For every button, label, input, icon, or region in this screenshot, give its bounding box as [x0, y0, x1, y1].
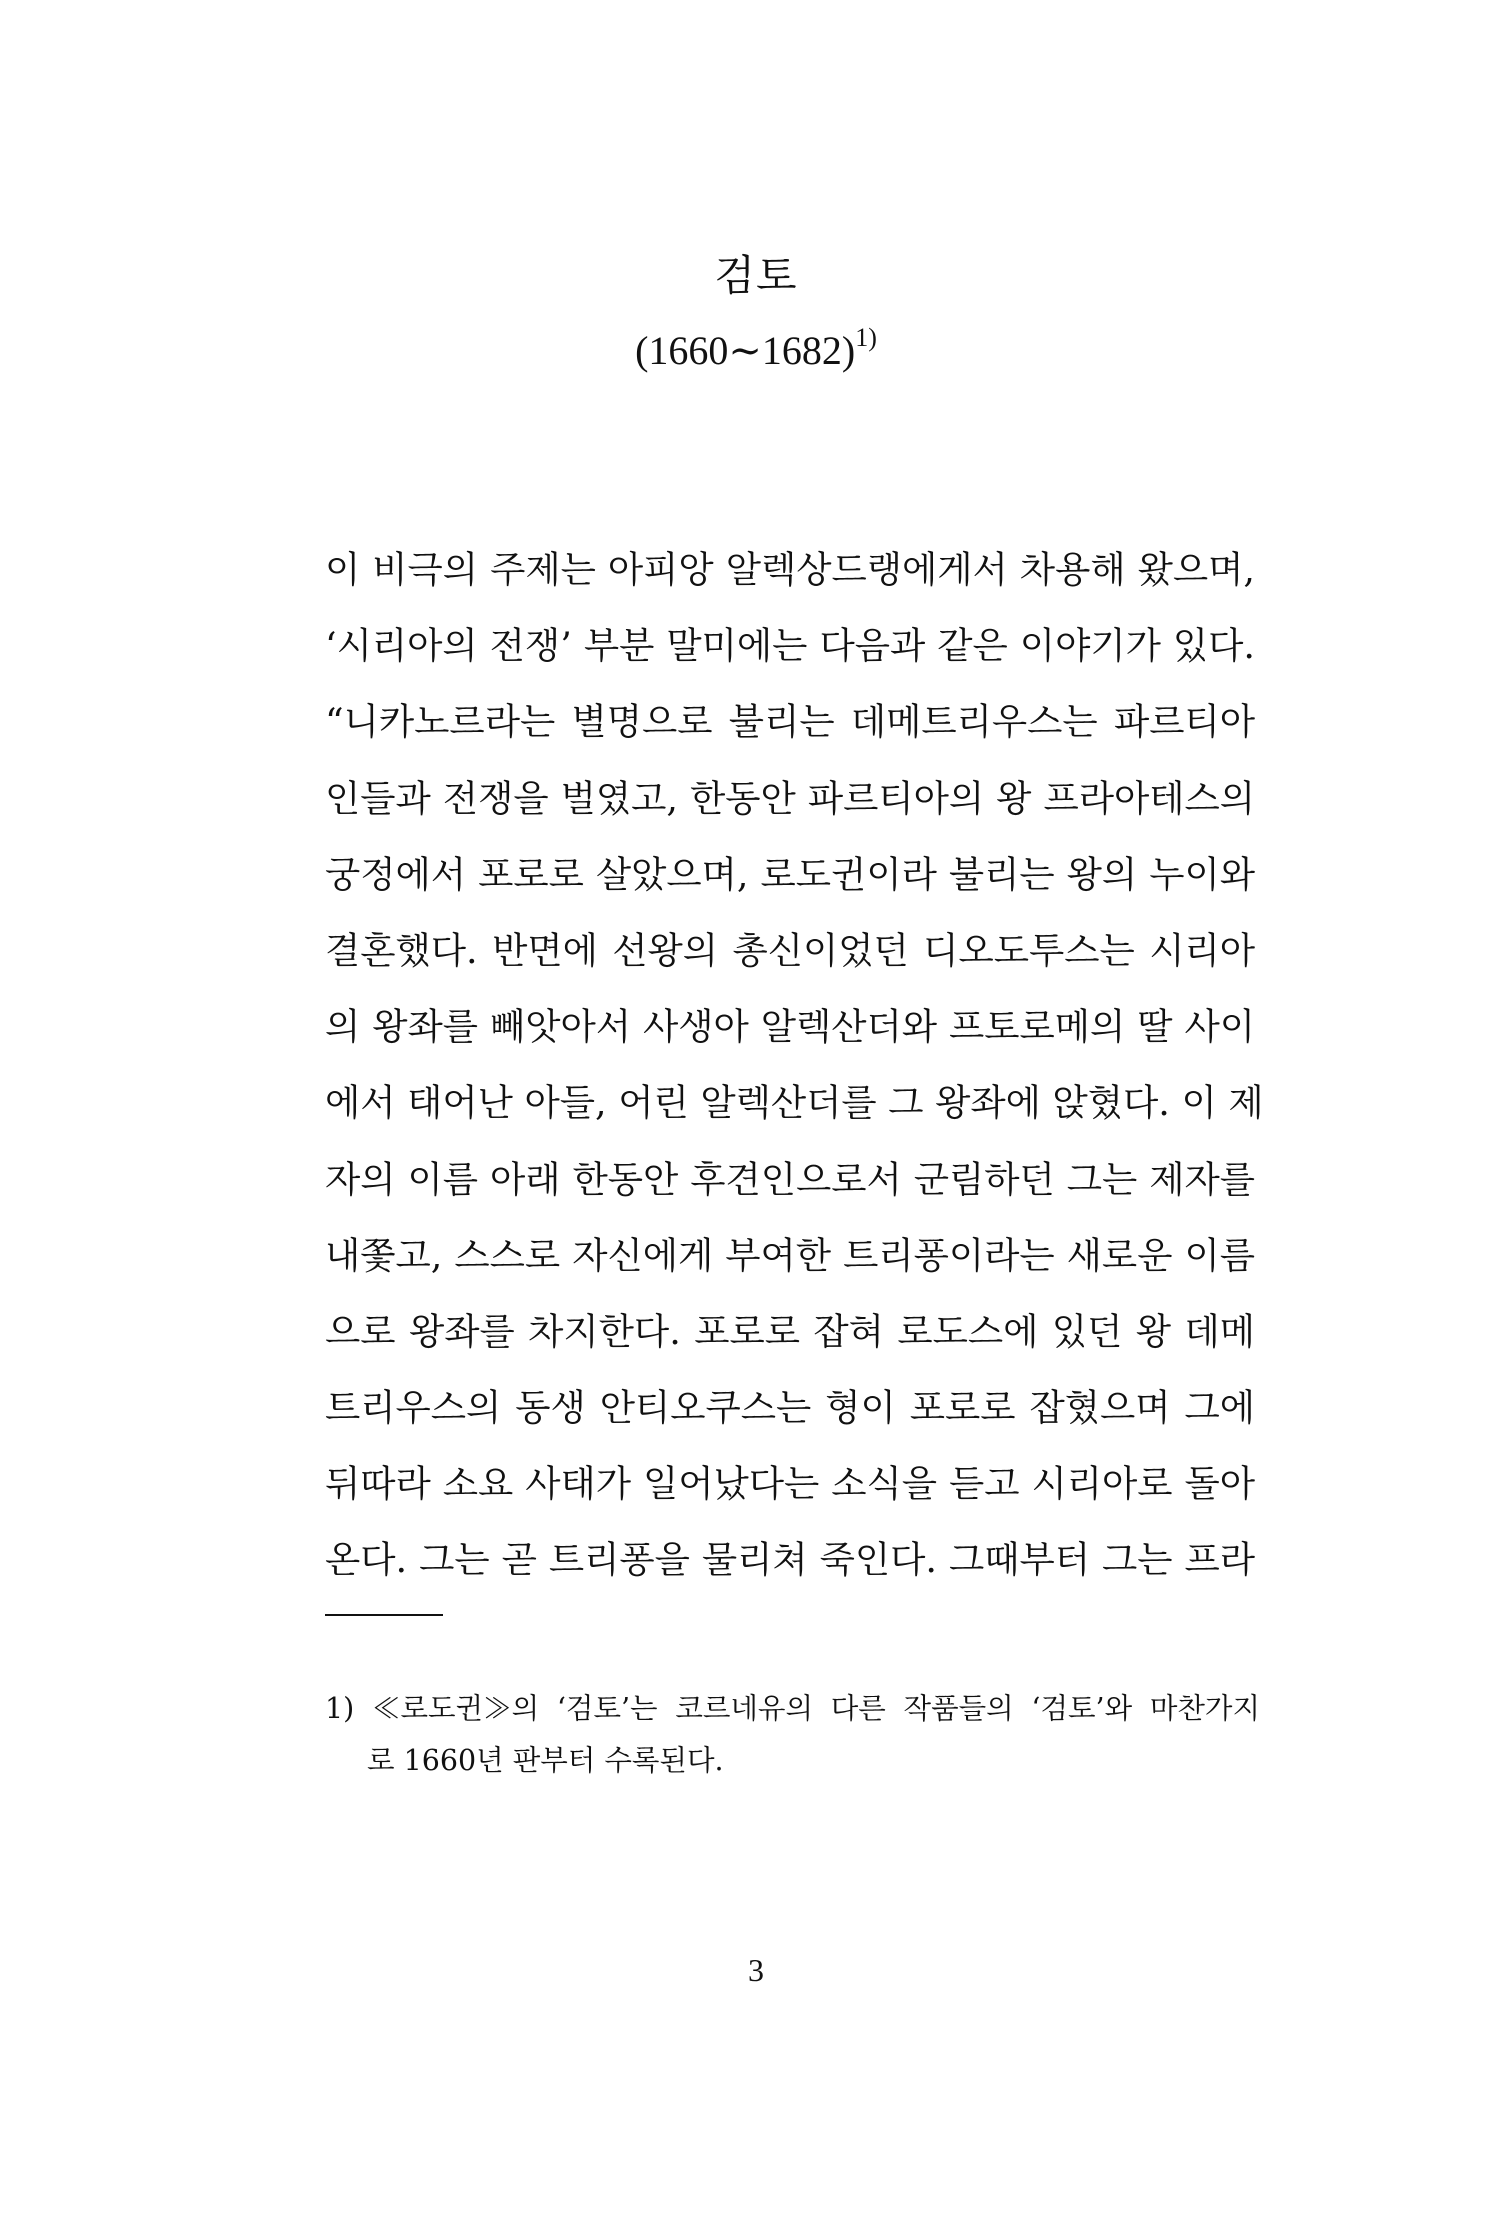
- body-line: 의 왕좌를 빼앗아서 사생아 알렉산더와 프토로메의 딸 사이: [325, 1005, 1255, 1049]
- body-line: 인들과 전쟁을 벌였고, 한동안 파르티아의 왕 프라아테스의: [325, 776, 1255, 820]
- body-line: 내쫓고, 스스로 자신에게 부여한 트리퐁이라는 새로운 이름: [325, 1233, 1255, 1277]
- page-number: 3: [748, 1952, 764, 1988]
- body-line: 트리우스의 동생 안티오쿠스는 형이 포로로 잡혔으며 그에: [325, 1386, 1255, 1430]
- body-line: 자의 이름 아래 한동안 후견인으로서 군림하던 그는 제자를: [325, 1157, 1255, 1201]
- page-title: 검토: [714, 251, 798, 300]
- footnote-line: 로 1660년 판부터 수록된다.: [367, 1744, 724, 1777]
- footnote: [325, 1683, 1260, 1787]
- footnote-line: 1) ≪로도귄≫의 ‘검토’는 코르네유의 다른 작품들의 ‘검토’와 마찬가지: [325, 1692, 1260, 1725]
- footnote-marker: 1): [855, 322, 877, 352]
- body-line: 결혼했다. 반면에 선왕의 총신이었던 디오도투스는 시리아: [325, 928, 1255, 972]
- footnote-divider: [325, 1614, 443, 1616]
- body-paragraph: [325, 532, 1264, 1599]
- body-line: 뒤따라 소요 사태가 일어났다는 소식을 듣고 시리아로 돌아: [325, 1462, 1255, 1506]
- body-line: “니카노르라는 별명으로 불리는 데메트리우스는 파르티아: [325, 700, 1255, 744]
- body-line: ‘시리아의 전쟁’ 부분 말미에는 다음과 같은 이야기가 있다.: [325, 624, 1255, 668]
- body-line: 이 비극의 주제는 아피앙 알렉상드랭에게서 차용해 왔으며,: [325, 548, 1255, 591]
- body-line: 궁정에서 포로로 살았으며, 로도귄이라 불리는 왕의 누이와: [325, 852, 1255, 896]
- subtitle-years: (1660∼1682): [635, 328, 856, 373]
- body-line: 으로 왕좌를 차지한다. 포로로 잡혀 로도스에 있던 왕 데메: [325, 1309, 1255, 1353]
- body-line: 온다. 그는 곧 트리퐁을 물리쳐 죽인다. 그때부터 그는 프라: [325, 1538, 1255, 1582]
- page-subtitle: [0, 322, 1512, 376]
- body-line: 에서 태어난 아들, 어린 알렉산더를 그 왕좌에 앉혔다. 이 제: [325, 1081, 1264, 1125]
